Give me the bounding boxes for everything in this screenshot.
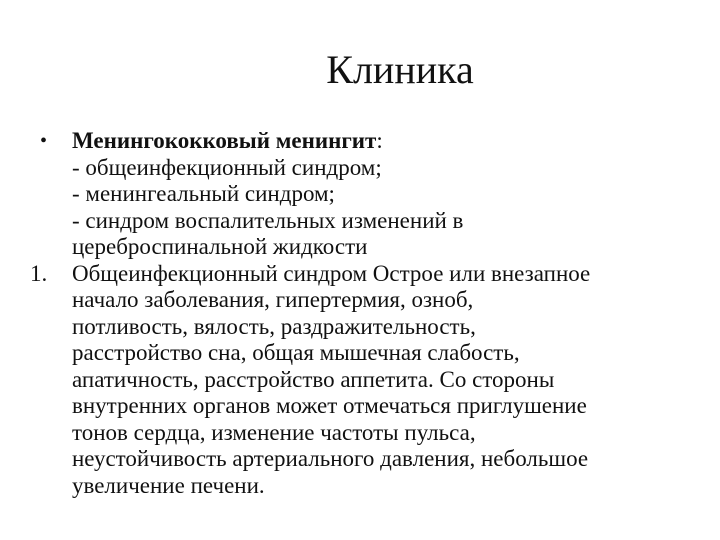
numbered-line: внутренних органов может отмечаться приглушение bbox=[72, 393, 587, 418]
bullet-line: цереброспинальной жидкости bbox=[72, 234, 368, 259]
numbered-line: начало заболевания, гипертермия, озноб, bbox=[72, 287, 474, 312]
numbered-item bbox=[30, 260, 700, 500]
numbered-line: апатичность, расстройство аппетита. Со стороны bbox=[72, 366, 555, 392]
bullet-item bbox=[40, 128, 700, 261]
bullet-heading: Менингококковый менингит bbox=[72, 128, 377, 153]
bullet-line: - менингеальный синдром; bbox=[72, 181, 335, 206]
numbered-line: неустойчивость артериального давления, небольшое bbox=[72, 446, 589, 471]
slide-title: Клиника bbox=[326, 47, 474, 92]
bullet-heading-suffix: : bbox=[376, 128, 383, 153]
numbered-line: Общеинфекционный синдром Острое или внезапное bbox=[72, 260, 591, 286]
bullet-marker: • bbox=[40, 130, 48, 152]
numbered-marker: 1. bbox=[30, 260, 48, 286]
numbered-line: увеличение печени. bbox=[72, 472, 265, 498]
numbered-line: расстройство сна, общая мышечная слабость, bbox=[72, 340, 520, 365]
bullet-line: - синдром воспалительных изменений в bbox=[72, 207, 464, 233]
slide-content bbox=[30, 128, 700, 499]
bullet-heading-line bbox=[72, 128, 700, 155]
numbered-line: потливость, вялость, раздражительность, bbox=[72, 313, 476, 339]
bullet-line: - общеинфекционный синдром; bbox=[72, 154, 382, 180]
numbered-line: тонов сердца, изменение частоты пульса, bbox=[72, 419, 476, 445]
